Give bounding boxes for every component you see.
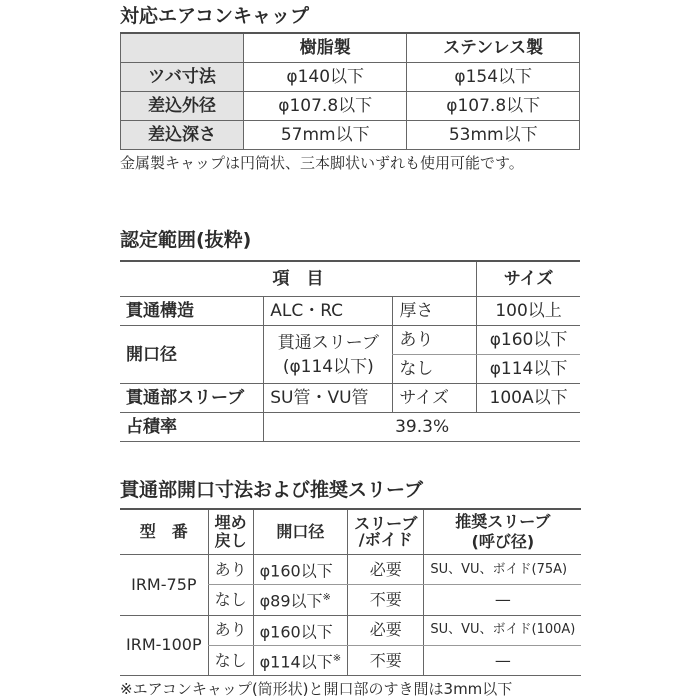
opening-value: φ89以下 — [259, 591, 323, 611]
cell-value: 53mm以下 — [407, 121, 580, 150]
cell-value: あり — [208, 555, 253, 585]
cell-value: サイズ — [393, 384, 477, 413]
sleeve-label: 貫通スリーブ — [277, 332, 379, 353]
header-sleeve-line1: スリーブ — [354, 514, 418, 533]
row-label: 差込深さ — [121, 121, 244, 150]
table-row — [120, 384, 580, 413]
row-label: 貫通構造 — [120, 297, 264, 326]
note-mark: ※ — [322, 592, 331, 604]
section-title: 認定範囲(抜粋) — [120, 229, 252, 251]
table-row — [120, 326, 580, 355]
row-label: ツバ寸法 — [121, 63, 244, 92]
cell-value: φ107.8以下 — [244, 92, 407, 121]
header-recommended — [424, 509, 582, 555]
cell-value: 100A以下 — [477, 384, 580, 413]
opening-table — [120, 508, 581, 676]
cell-value: なし — [393, 355, 477, 384]
cell-value — [253, 645, 348, 675]
certification-table — [120, 260, 580, 442]
header-recommended-line2: (呼び径) — [471, 532, 535, 551]
header-sleeve — [348, 509, 424, 555]
header-fill — [208, 509, 253, 555]
header-recommended-line1: 推奨スリーブ — [455, 512, 551, 531]
cell-value: φ140以下 — [244, 63, 407, 92]
cell-value: 57mm以下 — [244, 121, 407, 150]
header-sleeve-line2: /ボイド — [358, 530, 413, 549]
note-mark: ※ — [332, 652, 342, 664]
header-size: サイズ — [477, 261, 580, 297]
section-title: 貫通部開口寸法および推奨スリーブ — [120, 479, 424, 501]
cell-value: 39.3% — [264, 413, 580, 442]
header-model: 型 番 — [120, 509, 208, 555]
cell-value: 厚さ — [393, 297, 477, 326]
header-fill-line1: 埋め — [214, 513, 247, 532]
cell-value: SU管・VU管 — [264, 384, 393, 413]
cell-value: 必要 — [348, 555, 424, 585]
model-name: IRM-100P — [120, 615, 208, 676]
cell-value — [253, 555, 348, 585]
header-opening: 開口径 — [253, 509, 348, 555]
section-certification — [120, 226, 580, 442]
cell-value: なし — [208, 585, 253, 615]
table-row — [121, 92, 580, 121]
section-opening — [120, 476, 580, 700]
table-row — [121, 121, 580, 150]
table-row — [120, 413, 580, 442]
table-row — [121, 63, 580, 92]
cell-value: あり — [393, 326, 477, 355]
cell-value: 必要 — [348, 615, 424, 645]
header-blank — [121, 33, 244, 63]
cell-value — [253, 585, 348, 615]
table-row — [120, 555, 581, 585]
opening-note: ※エアコンキャップ(筒形状)と開口部のすき間は3mm以下 — [120, 680, 513, 699]
cell-value: 不要 — [348, 645, 424, 675]
header-fill-line2: 戻し — [214, 531, 247, 550]
cell-value: 不要 — [348, 585, 424, 615]
cell-value: あり — [208, 615, 253, 645]
cell-value: SU、VU、ボイド(100A) — [424, 615, 582, 645]
opening-value: φ160以下 — [259, 561, 333, 581]
section-cap — [120, 2, 580, 174]
cell-value: ALC・RC — [264, 297, 393, 326]
cell-value: — — [424, 645, 582, 675]
opening-value: φ114以下 — [259, 652, 333, 672]
section-title: 対応エアコンキャップ — [120, 5, 310, 27]
row-label: 開口径 — [120, 326, 264, 384]
opening-value: φ160以下 — [259, 621, 333, 641]
cell-value: — — [424, 585, 582, 615]
table-row — [120, 297, 580, 326]
cell-value: SU、VU、ボイド(75A) — [424, 555, 582, 585]
cell-value: なし — [208, 645, 253, 675]
row-label: 差込外径 — [121, 92, 244, 121]
header-stainless: ステンレス製 — [407, 33, 580, 63]
cell-value: φ114以下 — [477, 355, 580, 384]
sleeve-limit: (φ114以下) — [282, 356, 374, 377]
model-name: IRM-75P — [120, 555, 208, 616]
cap-table — [120, 32, 580, 150]
row-label: 占積率 — [120, 413, 264, 442]
cell-value — [264, 326, 393, 384]
row-label: 貫通部スリーブ — [120, 384, 264, 413]
cell-value — [253, 615, 348, 645]
cell-value: φ154以下 — [407, 63, 580, 92]
header-resin: 樹脂製 — [244, 33, 407, 63]
cell-value: φ160以下 — [477, 326, 580, 355]
header-item: 項 目 — [120, 261, 477, 297]
cell-value: φ107.8以下 — [407, 92, 580, 121]
cap-note: 金属製キャップは円筒状、三本脚状いずれも使用可能です。 — [120, 154, 524, 172]
cell-value: 100以上 — [477, 297, 580, 326]
table-row — [120, 615, 581, 645]
